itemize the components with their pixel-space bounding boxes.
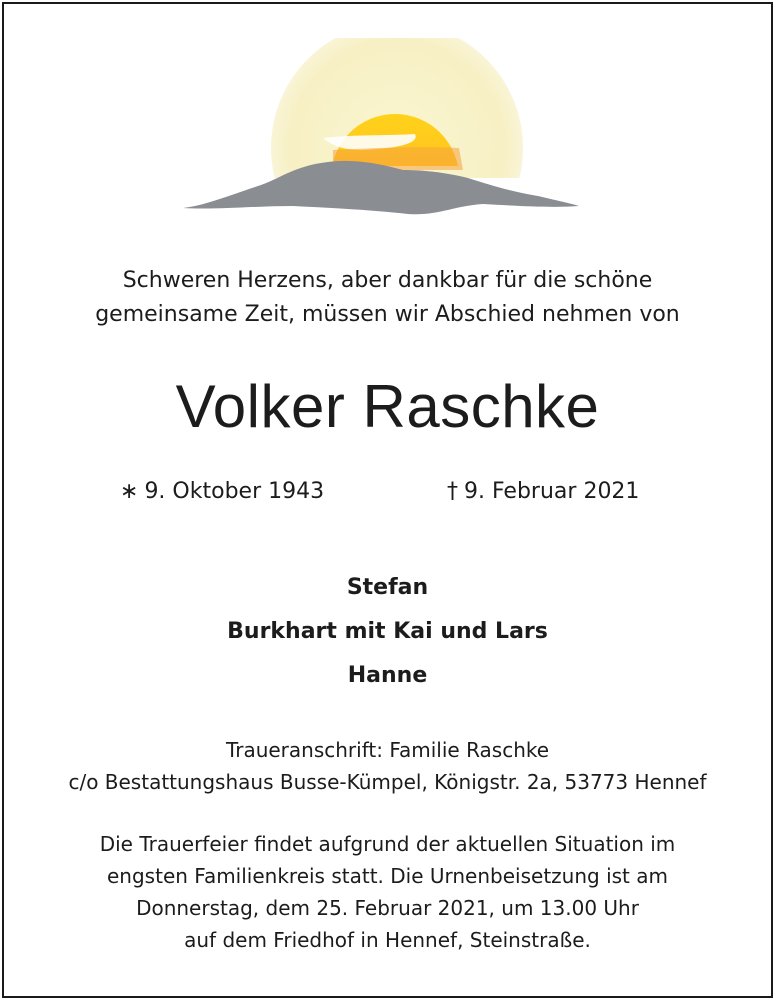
death-cross-icon: † [447,479,458,504]
mourning-address [0,734,775,798]
birth-date-text: 9. Oktober 1943 [144,479,325,504]
death-date-text: 9. Februar 2021 [464,479,640,504]
intro-line: Schweren Herzens, aber dankbar für die schöne [122,268,653,293]
birth-date [120,476,324,508]
birth-star-icon: ∗ [120,479,139,504]
mourners-list [0,566,775,698]
intro-line: gemeinsame Zeit, müssen wir Abschied nehmen von [95,302,680,327]
ceremony-line: Die Trauerfeier findet aufgrund der aktuellen Situation im [99,832,676,856]
mourner-name: Hanne [347,663,428,688]
address-line: c/o Bestattungshaus Busse-Kümpel, Königstr. 2a, 53773 Hennef [68,770,707,794]
deceased-name: Volker Raschke [175,373,600,440]
ceremony-line: Donnerstag, dem 25. Februar 2021, um 13.00 Uhr [136,896,639,920]
address-line: Traueranschrift: Familie Raschke [225,738,550,762]
death-date [447,476,639,508]
sunset-over-island-icon [183,38,579,218]
ceremony-line: engsten Familienkreis statt. Die Urnenbeisetzung ist am [107,864,668,888]
ceremony-line: auf dem Friedhof in Hennef, Steinstraße. [184,928,591,952]
mourner-name: Stefan [346,575,429,600]
intro-text [0,264,775,332]
mourner-name: Burkhart mit Kai und Lars [227,619,548,644]
ceremony-info [0,828,775,956]
